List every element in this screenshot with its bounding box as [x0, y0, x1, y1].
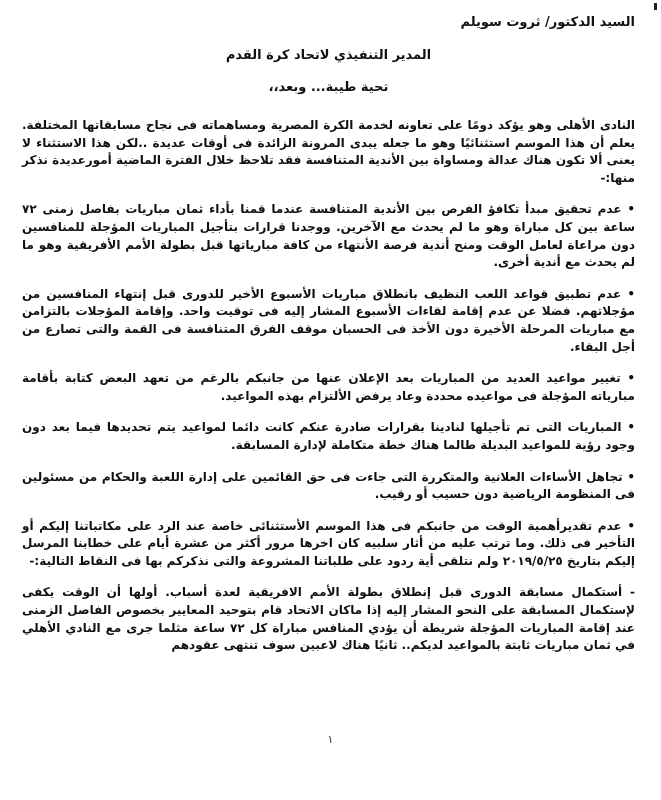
- bullet-item: • المباريات التى تم تأجيلها لنادينا بقرارات صادرة عنكم كانت دائما لمواعيد يتم تحديدها فيما بعد دون وجود رؤية للمواعيد البديلة طالما هناك خطة متكاملة لإدارة المسابقة.: [22, 420, 635, 452]
- bullet-item: • تغيير مواعيد العديد من المباريات بعد الإعلان عنها من جانبكم بالرغم من تعهد البعض كتابة بأقامة مبارياته المؤجلة فى مواعيده محددة وعاد يرفض الألتزام بهذه المواعيد.: [22, 371, 635, 403]
- bullet-item: • تجاهل الأساءات العلانية والمتكررة التى جاءت فى حق القائمين على إدارة اللعبة والحكام من مسئولين فى المنظومة الرياضية دون حسيب أو رقيب.: [22, 469, 635, 502]
- page-number: ١: [327, 733, 334, 746]
- bullet-item: • عدم تطبيق قواعد اللعب النظيف بانطلاق مباريات الأسبوع الأخير للدورى قبل إنتهاء المنافسين من مؤجلاتهم. فضلا عن عدم إقامة لقاءات الأسبوع المشار إليه فى توقيت واحد. وإقامة المؤجلات بالتزامن مع مباريات المرحلة الأخيرة دون الأخذ فى الحسبان موقف الفرق المتنافسة فى القمة والتى تصارع من أجل البقاء.: [22, 286, 635, 354]
- intro-paragraph: النادى الأهلى وهو يؤكد دومًا على تعاونه لخدمة الكرة المصرية ومساهماته فى نجاح مسابقاتها المختلفة. يعلم أن هذا الموسم استثنائيًا وهو ما جعله يبدى المرونة الزائدة فى أوقات عديدة ..لكن هذا الاستثناء لا يعنى ألا تكون هناك عدالة ومساواة بين الأندية المتنافسة فقد تلاحظ خلال الفترة الماضية أمورعديدة نذكر منها:-: [22, 118, 635, 185]
- scan-mark: [654, 3, 657, 10]
- bullet-item: • عدم تحقيق مبدأ تكافؤ الفرص بين الأندية المتنافسة عندما قمنا بأداء ثمان مباريات بفاصل زمنى ٧٢ ساعة بين كل مباراة وهو ما لم يحدث مع الآخرين. ووجدنا قرارات بتأجيل المباريات المؤجلة للمنافسين دون مراعاة لعامل الوقت ومنح أندية فرصة الأنتهاء من كافة مبارياتها قبل بطولة الأمم الأفريقية وهو ما لم يحدث مع أندية أخرى.: [22, 202, 635, 270]
- final-paragraph: - أستكمال مسابقة الدورى قبل إنطلاق بطولة الأمم الافريقية لعدة أسباب. أولها أن الوقت يكفى لإستكمال المسابقة على النحو المشار إليه إذا ماكان الاتحاد قام بتوحيد المعايير بخصوص الفاصل الزمنى عند إقامة المباريات المؤجلة شريطة أن يؤدي المنافس مباراة كل ٧٢ ساعة مثلما جرى مع النادي الأهلي في ثمان مباريات ثابتة بالمواعيد لديكم.. ثانيًا هناك لاعبين سوف تنتهى عقودهم: [22, 585, 635, 653]
- addressee: السيد الدكتور/ ثروت سويلم: [460, 15, 635, 30]
- greeting: تحية طيبة... وبعد،،: [268, 80, 389, 95]
- bullet-item: • عدم تقديرأهمية الوقت من جانبكم فى هذا الموسم الأستثنائى خاصة عند الرد على مكاتباتنا إليكم أو التأخير فى ذلك. وما ترتب عليه من أثار سلبيه كان اخرها مرور أكثر من عشرة أيام على خطابنا المرسل إليكم بتاريخ ٢٠١٩/٥/٢٥ ولم نتلقى أية ردود على طلباتنا المشروعة والتى نذكركم بها فى النقاط التالية:-: [22, 518, 635, 568]
- recipient-title: المدير التنفيذي لاتحاد كرة القدم: [225, 48, 432, 63]
